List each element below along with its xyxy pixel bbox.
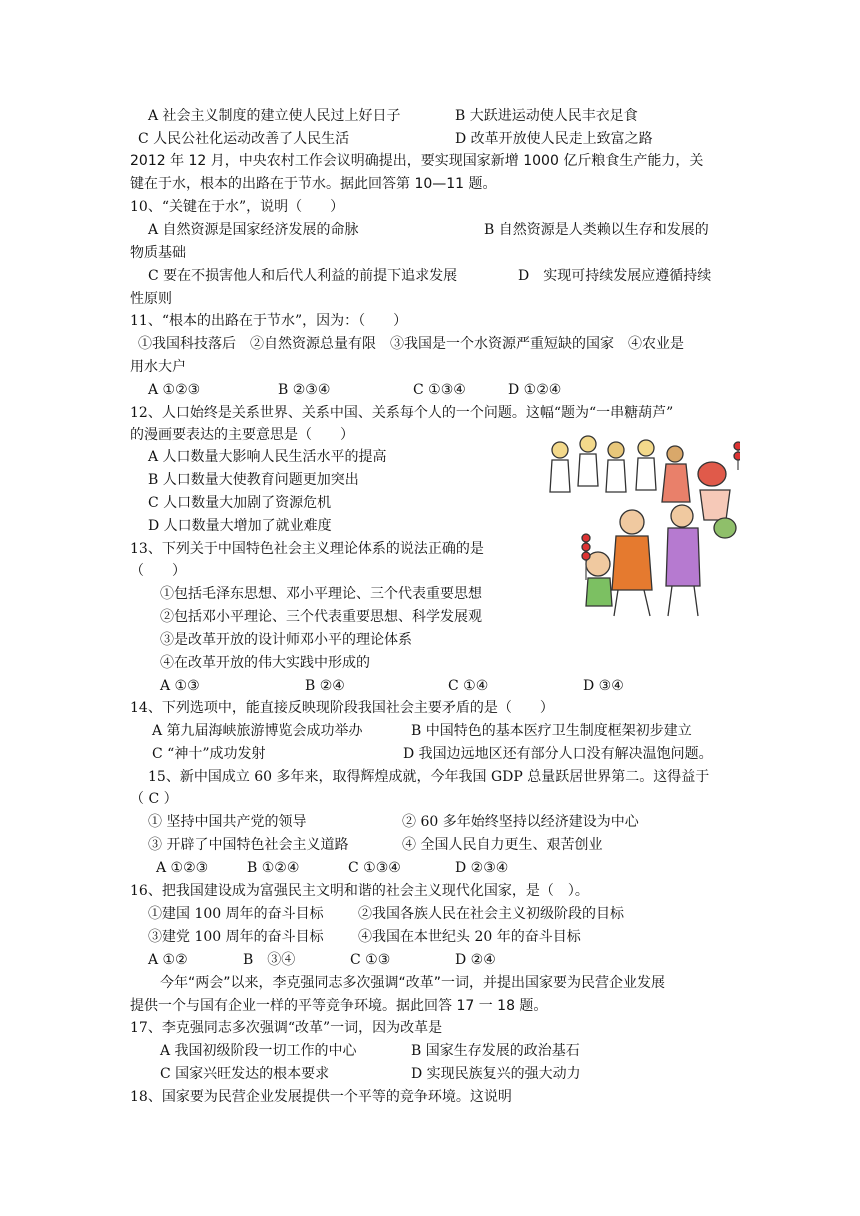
q15-statement-1: ① 坚持中国共产党的领导 [148, 814, 307, 830]
q15-statement-2: ② 60 多年始终坚持以经济建设为中心 [402, 814, 639, 830]
q9-option-b: B 大跃进运动使人民丰衣足食 [455, 108, 638, 124]
q13-statement-4: ④在改革开放的伟大实践中形成的 [160, 655, 370, 671]
q17-option-a: A 我国初级阶段一切工作的中心 [160, 1043, 357, 1059]
q9-option-a: A 社会主义制度的建立使人民过上好日子 [148, 108, 401, 124]
q16-stem: 16、把我国建设成为富强民主文明和谐的社会主义现代化国家，是（ ）。 [130, 883, 589, 899]
q11-option-a: A ①②③ [148, 382, 201, 398]
q13-option-c: C ①④ [448, 678, 489, 694]
q11-option-c: C ①③④ [413, 382, 466, 398]
q14-stem: 14、下列选项中，能直接反映现阶段我国社会主要矛盾的是（ ） [130, 700, 554, 716]
q11-statements: ①我国科技落后 ②自然资源总量有限 ③我国是一个水资源严重短缺的国家 ④农业是 [138, 336, 684, 352]
q9-option-d: D 改革开放使人民走上致富之路 [455, 131, 653, 147]
q13-statement-1: ①包括毛泽东思想、邓小平理论、三个代表重要思想 [160, 586, 482, 602]
q18-stem: 18、国家要为民营企业发展提供一个平等的竞争环境。这说明 [130, 1089, 512, 1105]
q14-option-c: C “神十”成功发射 [152, 746, 266, 762]
q15-option-b: B ①②④ [247, 860, 300, 876]
passage-17-18-line1: 今年“两会”以来，李克强同志多次强调“改革”一词，并提出国家要为民营企业发展 [160, 975, 666, 991]
q13-option-b: B ②④ [305, 678, 345, 694]
q12-stem-cont: 的漫画要表达的主要意思是（ ） [130, 427, 354, 443]
passage-17-18-line2: 提供一个与国有企业一样的平等竞争环境。据此回答 17 一 18 题。 [130, 998, 548, 1014]
q10-option-b-cont: 物质基础 [130, 245, 186, 261]
q15-stem: 15、新中国成立 60 多年来，取得辉煌成就，今年我国 GDP 总量跃居世界第二。这得益于 [148, 769, 710, 785]
q11-stem: 11、“根本的出路在于节水”，因为：（ ） [130, 313, 408, 329]
q15-statement-4: ④ 全国人民自力更生、艰苦创业 [402, 837, 603, 853]
q10-option-d-cont: 性原则 [130, 291, 172, 307]
q15-statement-3: ③ 开辟了中国特色社会主义道路 [148, 837, 349, 853]
q12-option-a: A 人口数量大影响人民生活水平的提高 [148, 449, 387, 465]
q16-option-a: A ①② [148, 952, 188, 968]
q17-stem: 17、李克强同志多次强调“改革”一词，因为改革是 [130, 1020, 443, 1036]
passage-10-11-line2: 键在于水，根本的出路在于节水。据此回答第 10—11 题。 [130, 176, 497, 192]
q16-statement-3: ③建党 100 周年的奋斗目标 [148, 929, 324, 945]
q13-option-a: A ①③ [160, 678, 200, 694]
q16-statement-2: ②我国各族人民在社会主义初级阶段的目标 [358, 906, 624, 922]
q12-stem: 12、人口始终是关系世界、关系中国、关系每个人的一个问题。这幅“题为“一串糖葫芦” [130, 405, 674, 421]
q17-option-d: D 实现民族复兴的强大动力 [411, 1066, 581, 1082]
q13-statement-2: ②包括邓小平理论、三个代表重要思想、科学发展观 [160, 609, 482, 625]
q15-option-d: D ②③④ [455, 860, 509, 876]
q16-statement-1: ①建国 100 周年的奋斗目标 [148, 906, 324, 922]
q16-option-d: D ②④ [455, 952, 496, 968]
q17-option-c: C 国家兴旺发达的根本要求 [160, 1066, 330, 1082]
q11-option-b: B ②③④ [278, 382, 331, 398]
q10-stem: 10、“关键在于水”，说明（ ） [130, 199, 345, 215]
q14-option-a: A 第九届海峡旅游博览会成功举办 [152, 723, 363, 739]
q14-option-b: B 中国特色的基本医疗卫生制度框架初步建立 [411, 723, 692, 739]
passage-10-11-line1: 2012 年 12 月，中央农村工作会议明确提出，要实现国家新增 1000 亿斤粮食生产能力，关 [130, 153, 704, 169]
q14-option-d: D 我国边远地区还有部分人口没有解决温饱问题。 [403, 746, 713, 762]
q12-option-c: C 人口数量大加剧了资源危机 [148, 495, 332, 511]
q13-option-d: D ③④ [583, 678, 624, 694]
q16-option-c: C ①③ [350, 952, 391, 968]
q12-option-b: B 人口数量大使教育问题更加突出 [148, 472, 359, 488]
q13-statement-3: ③是改革开放的设计师邓小平的理论体系 [160, 632, 412, 648]
q10-option-b: B 自然资源是人类赖以生存和发展的 [484, 222, 709, 238]
q15-answer: （ C ） [130, 791, 178, 807]
q9-option-c: C 人民公社化运动改善了人民生活 [138, 131, 350, 147]
q17-option-b: B 国家生存发展的政治基石 [411, 1043, 580, 1059]
q16-option-b: B ③④ [243, 952, 296, 968]
candied-haws-cartoon [540, 430, 740, 620]
q16-statement-4: ④我国在本世纪头 20 年的奋斗目标 [358, 929, 581, 945]
q10-option-d: D 实现可持续发展应遵循持续 [518, 268, 712, 284]
q11-option-d: D ①②④ [508, 382, 562, 398]
q13-stem: 13、下列关于中国特色社会主义理论体系的说法正确的是 [130, 541, 484, 557]
q10-option-a: A 自然资源是国家经济发展的命脉 [148, 222, 359, 238]
q11-statements-cont: 用水大户 [130, 359, 186, 375]
q15-option-c: C ①③④ [348, 860, 401, 876]
q10-option-c: C 要在不损害他人和后代人利益的前提下追求发展 [148, 268, 458, 284]
q15-option-a: A ①②③ [156, 860, 209, 876]
q13-stem-cont: （ ） [130, 563, 186, 579]
q12-option-d: D 人口数量大增加了就业难度 [148, 518, 332, 534]
